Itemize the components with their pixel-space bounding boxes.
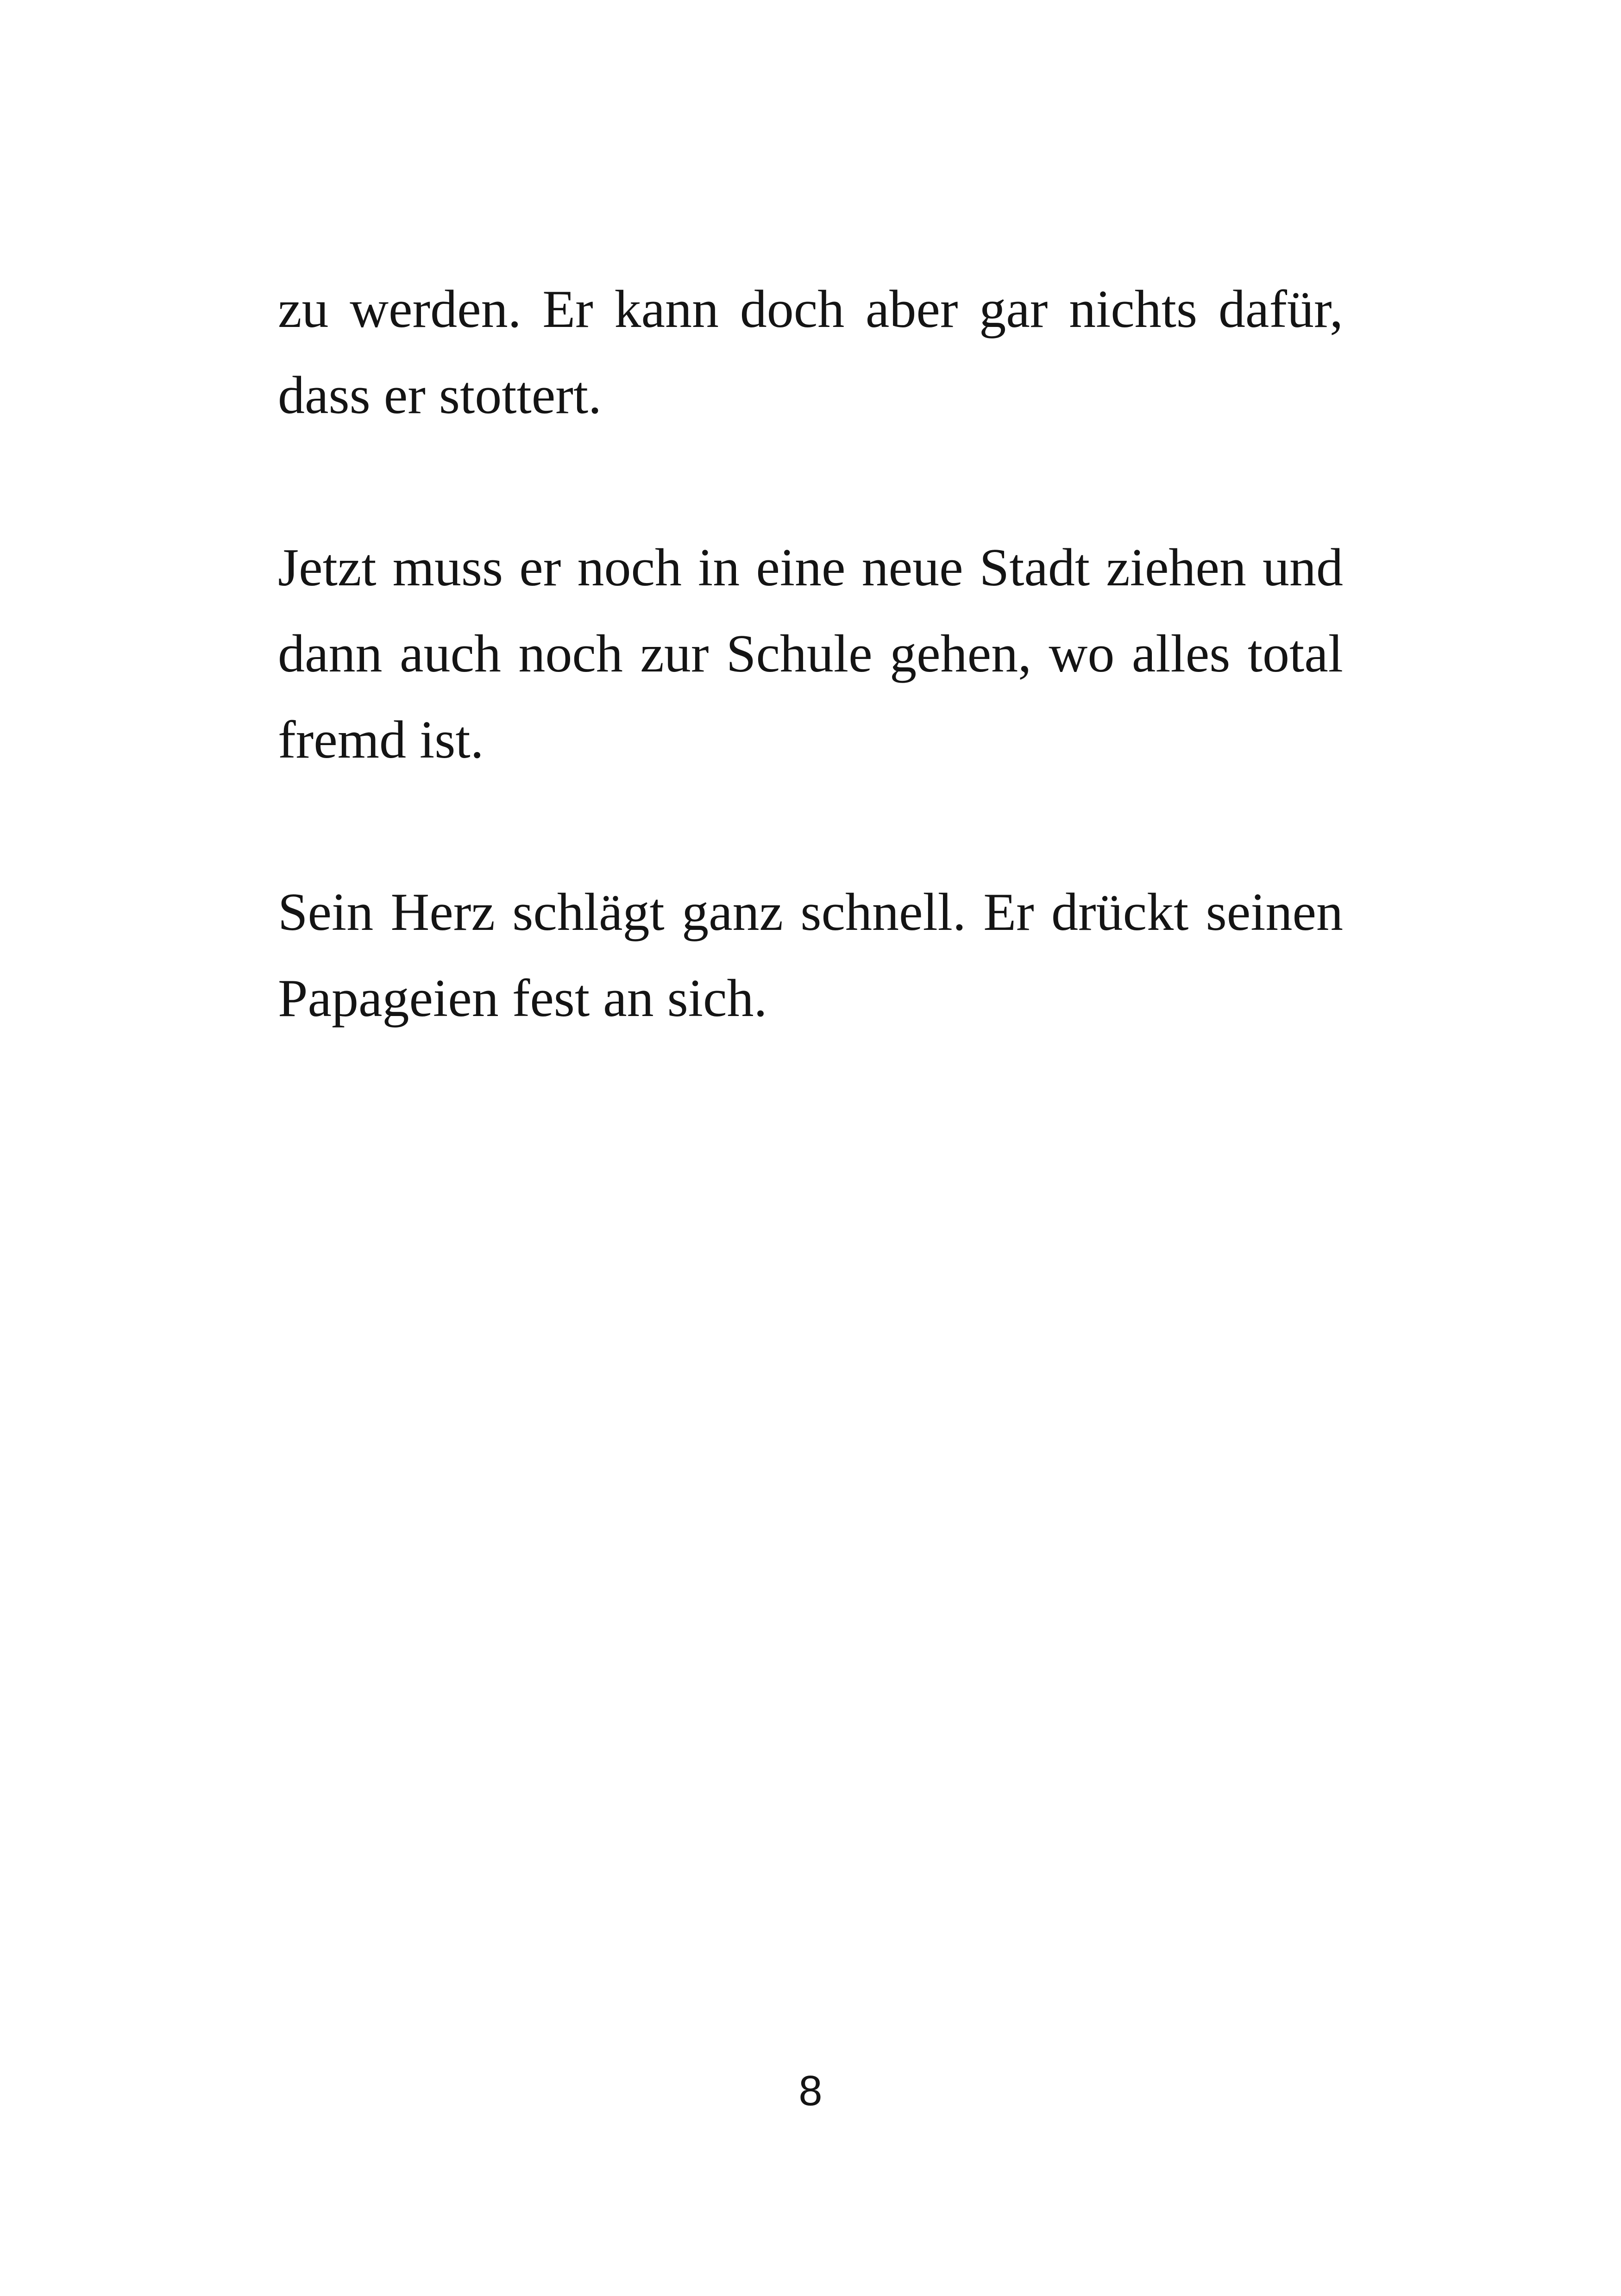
paragraph-1: zu werden. Er kann doch aber gar nichts dafür, dass er stottert. xyxy=(278,280,1343,425)
page-number: 8 xyxy=(798,2067,823,2114)
body-text xyxy=(278,266,1343,1041)
paragraph-3: Sein Herz schlägt ganz schnell. Er drückt seinen Papageien fest an sich. xyxy=(278,883,1343,1028)
paragraph-2: Jetzt muss er noch in eine neue Stadt ziehen und dann auch noch zur Schule gehen, wo alles total fremd ist. xyxy=(278,538,1343,770)
